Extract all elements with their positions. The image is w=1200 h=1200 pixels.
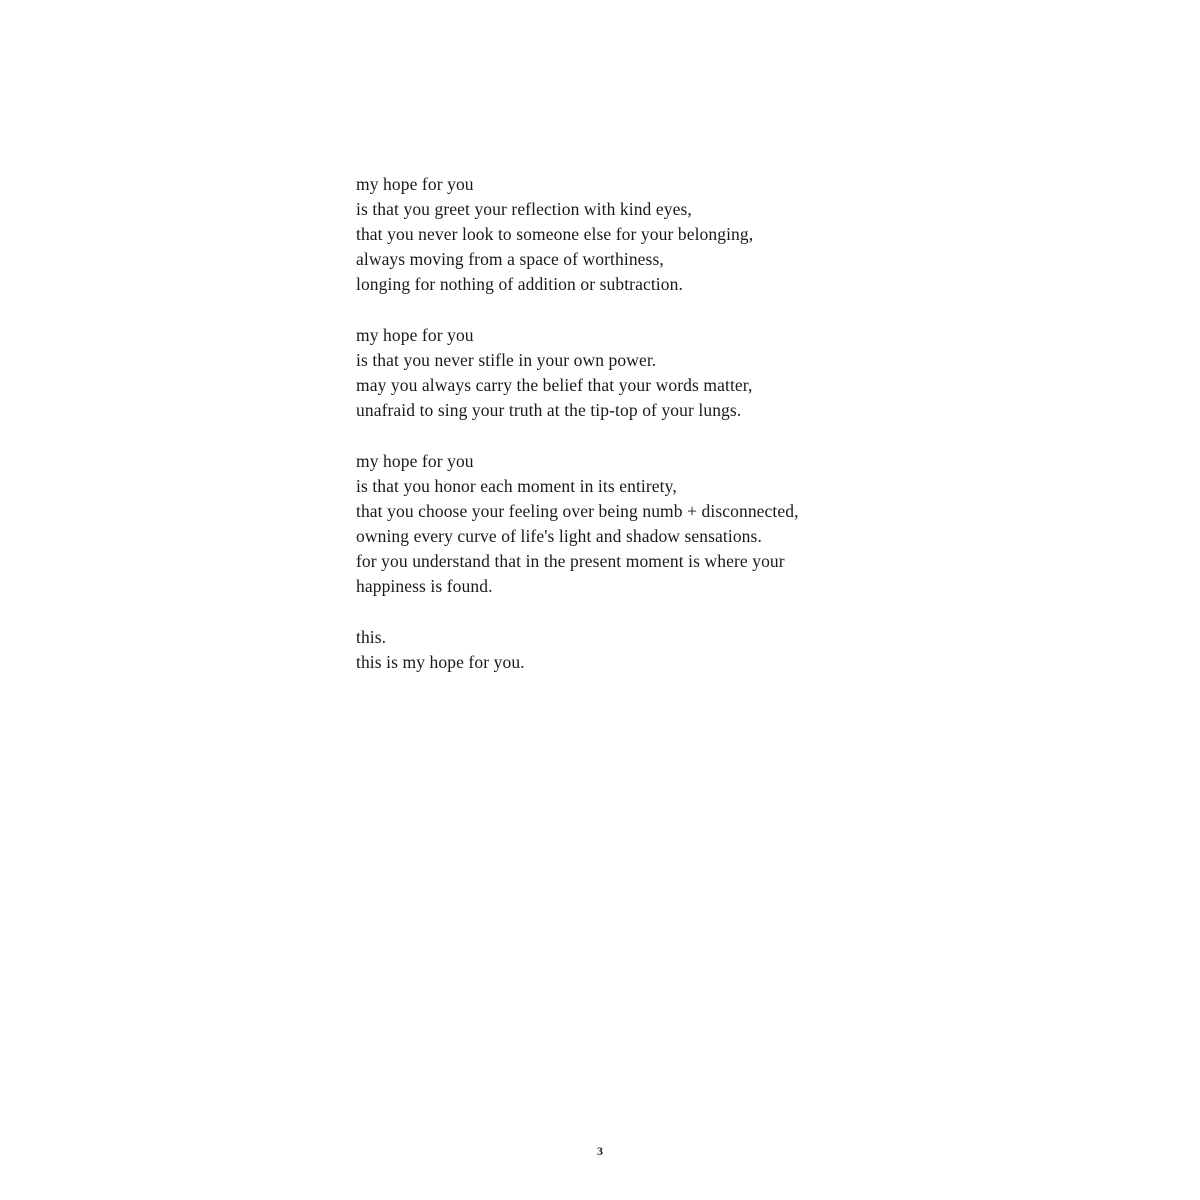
- poem-line: that you choose your feeling over being numb + disconnected,: [356, 501, 799, 521]
- poem-line: happiness is found.: [356, 576, 493, 596]
- poem-line: longing for nothing of addition or subtraction.: [356, 274, 683, 294]
- poem-line: my hope for you: [356, 325, 474, 345]
- poem-line: my hope for you: [356, 451, 474, 471]
- poem-line: is that you honor each moment in its entirety,: [356, 476, 677, 496]
- stanza-1: [356, 172, 916, 297]
- poem-line: unafraid to sing your truth at the tip-top of your lungs.: [356, 400, 742, 420]
- poem-line: always moving from a space of worthiness,: [356, 249, 664, 269]
- poem: [356, 172, 916, 701]
- poem-line: this.: [356, 627, 387, 647]
- page-number: 3: [597, 1144, 603, 1158]
- poem-line: this is my hope for you.: [356, 652, 525, 672]
- stanza-4: [356, 625, 916, 675]
- poem-line: is that you never stifle in your own power.: [356, 350, 657, 370]
- poem-line: may you always carry the belief that your words matter,: [356, 375, 753, 395]
- poem-line: that you never look to someone else for your belonging,: [356, 224, 754, 244]
- poem-line: for you understand that in the present moment is where your: [356, 551, 785, 571]
- poem-line: is that you greet your reflection with kind eyes,: [356, 199, 692, 219]
- stanza-2: [356, 323, 916, 423]
- poem-line: my hope for you: [356, 174, 474, 194]
- stanza-3: [356, 449, 916, 599]
- poem-line: owning every curve of life's light and shadow sensations.: [356, 526, 762, 546]
